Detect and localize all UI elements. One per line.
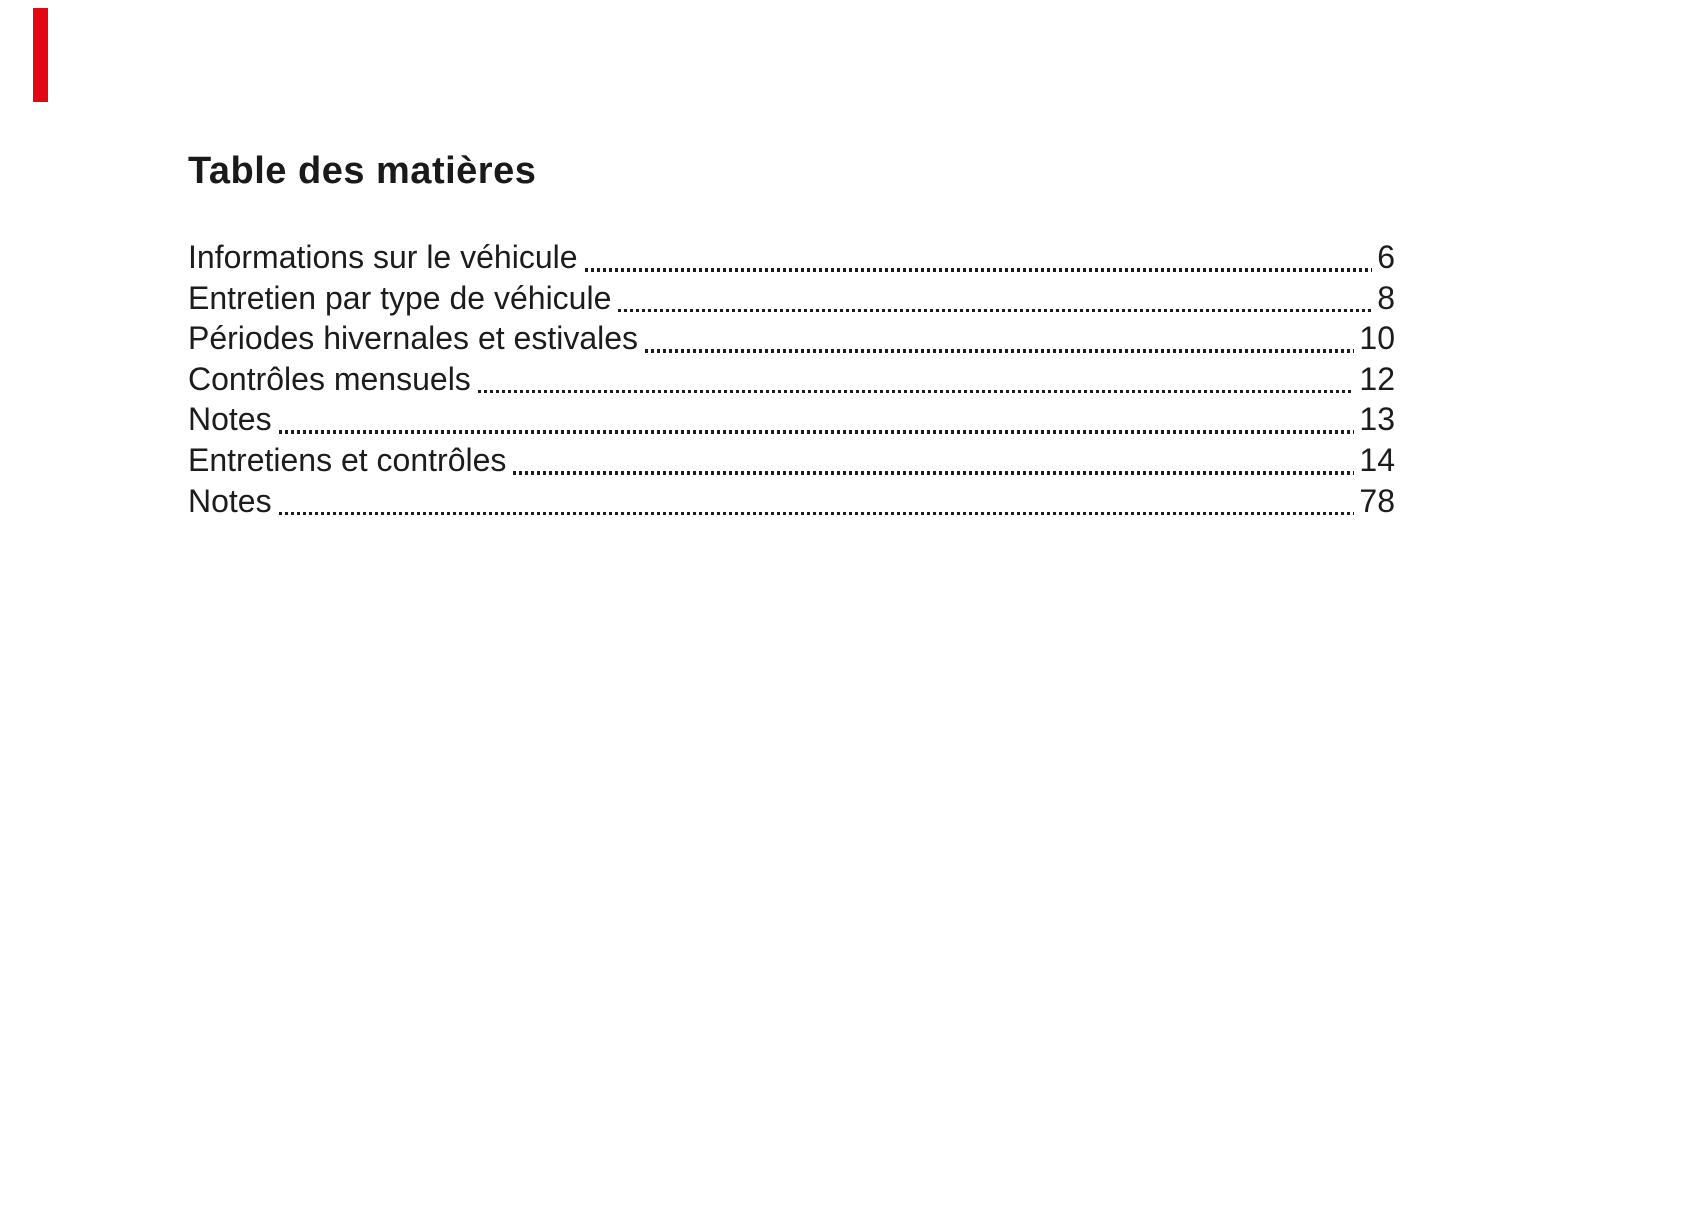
dotted-leader [645,349,1354,353]
toc-entry-label: Périodes hivernales et estivales [188,320,639,357]
toc-entry-label: Contrôles mensuels [188,360,471,397]
toc-entry-label: Entretiens et contrôles [188,441,507,478]
toc-entry-label: Notes [188,401,272,438]
toc-row [188,237,1395,278]
dotted-leader [279,430,1355,434]
toc-page-number: 13 [1359,401,1395,438]
toc-row [188,318,1395,359]
toc-list [188,237,1395,521]
toc-page-number: 14 [1359,441,1395,478]
dotted-leader [513,471,1354,475]
toc-entry-label: Entretien par type de véhicule [188,279,612,316]
toc-page-number: 6 [1377,239,1395,275]
toc-row [188,440,1395,481]
red-tab-marker [33,8,48,102]
toc-entry-label: Informations sur le véhicule [188,239,578,275]
toc-section [188,148,1395,521]
toc-page-number: 10 [1359,320,1395,357]
dotted-leader [585,268,1373,272]
page-title: Table des matières [188,150,537,192]
toc-page-number: 8 [1377,279,1395,316]
toc-page-number: 78 [1359,482,1395,519]
dotted-leader [478,390,1355,394]
dotted-leader [618,309,1372,313]
toc-row [188,278,1395,319]
toc-page-number: 12 [1359,360,1395,397]
toc-row [188,359,1395,400]
toc-row [188,399,1395,440]
dotted-leader [279,512,1355,516]
toc-entry-label: Notes [188,482,272,519]
toc-row [188,481,1395,522]
